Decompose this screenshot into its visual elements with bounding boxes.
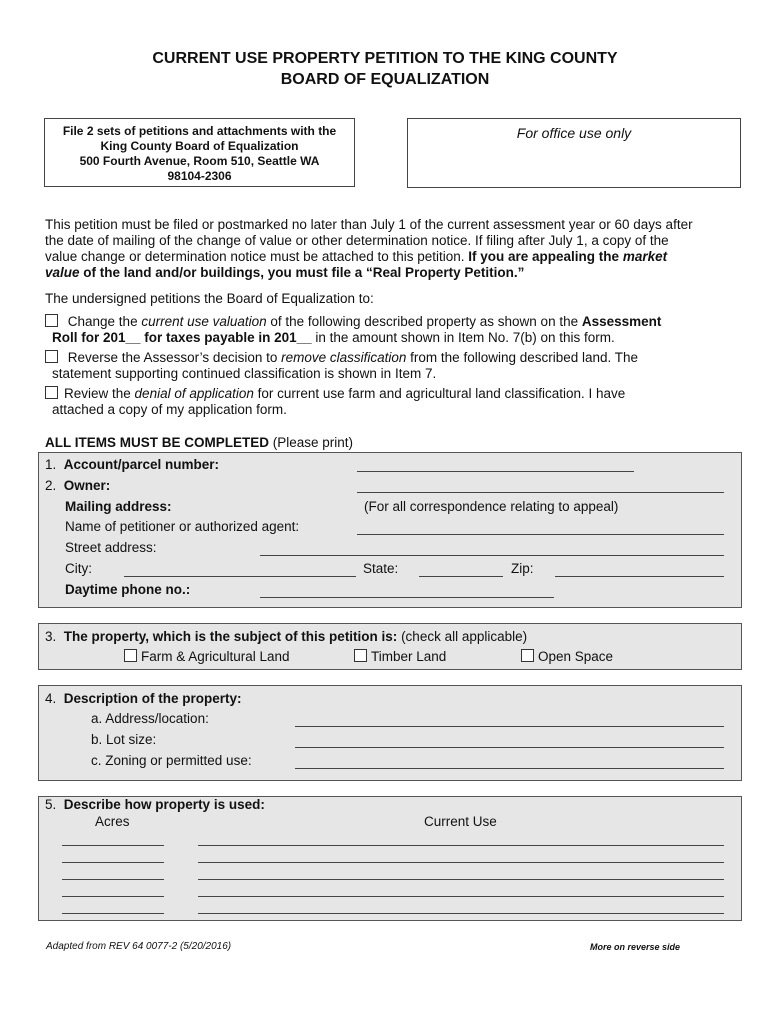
office-use-box xyxy=(407,118,741,188)
farm-option[interactable] xyxy=(124,649,290,665)
filing-line-4: 98104-2306 xyxy=(167,169,232,183)
opt1-text-e: Roll for 201__ for taxes payable in 201__ xyxy=(52,330,312,345)
intro-value-text: value xyxy=(45,265,80,280)
item-5-number: 5. xyxy=(45,797,57,812)
acres-input-4[interactable] xyxy=(62,896,164,897)
phone-input[interactable] xyxy=(260,597,554,598)
opt2-text-b: remove classification xyxy=(281,350,407,365)
intro-bold-text: If you are appealing the xyxy=(468,249,623,264)
opt3-text-c: for current use farm and agricultural land classification. I have xyxy=(253,386,626,401)
address-location-label: a. Address/location: xyxy=(91,711,209,726)
timber-checkbox[interactable] xyxy=(354,649,367,662)
footer-reverse-note: More on reverse side xyxy=(590,942,681,952)
open-space-label: Open Space xyxy=(538,649,614,664)
current-use-column-label: Current Use xyxy=(424,814,497,829)
option-reverse-decision xyxy=(45,350,745,382)
zip-label: Zip: xyxy=(511,561,534,576)
open-space-option[interactable] xyxy=(521,649,613,665)
opt3-text-d: attached a copy of my application form. xyxy=(52,402,287,417)
acres-input-3[interactable] xyxy=(62,879,164,880)
mailing-address-label: Mailing address: xyxy=(65,499,172,514)
farm-label: Farm & Agricultural Land xyxy=(141,649,290,664)
opt1-text-b: current use valuation xyxy=(141,314,267,329)
opt2-text-c: from the following described land. The xyxy=(406,350,639,365)
item-5-row xyxy=(45,797,265,813)
reverse-decision-checkbox[interactable] xyxy=(45,350,58,363)
change-valuation-checkbox[interactable] xyxy=(45,314,58,327)
opt3-text-b: denial of application xyxy=(134,386,254,401)
item-4-row xyxy=(45,691,242,707)
city-label: City: xyxy=(65,561,92,576)
filing-instructions-box xyxy=(44,118,355,187)
opt1-text-f: in the amount shown in Item No. 7(b) on this form. xyxy=(311,330,615,345)
owner-label: Owner: xyxy=(63,478,111,493)
please-print: (Please print) xyxy=(269,435,354,450)
item-1-number: 1. xyxy=(45,457,57,472)
item-2-number: 2. xyxy=(45,478,57,493)
intro-text: value change or determination notice must be attached to this petition. xyxy=(45,249,469,264)
filing-line-2: King County Board of Equalization xyxy=(100,139,299,153)
current-use-input-4[interactable] xyxy=(198,896,724,897)
zip-input[interactable] xyxy=(555,576,724,577)
option-change-valuation xyxy=(45,314,745,346)
correspondence-note: (For all correspondence relating to appeal) xyxy=(364,499,619,514)
acres-input-2[interactable] xyxy=(62,862,164,863)
review-denial-checkbox[interactable] xyxy=(45,386,58,399)
office-use-label: For office use only xyxy=(516,125,632,141)
usage-heading: Describe how property is used: xyxy=(63,797,265,812)
acres-input-1[interactable] xyxy=(62,845,164,846)
filing-line-1: File 2 sets of petitions and attachments with the xyxy=(62,124,337,138)
current-use-input-5[interactable] xyxy=(198,913,724,914)
opt1-text-c: of the following described property as shown on the xyxy=(266,314,582,329)
opt1-text-d: Assessment xyxy=(581,314,662,329)
check-all-note: (check all applicable) xyxy=(397,629,528,644)
zoning-label: c. Zoning or permitted use: xyxy=(91,753,252,768)
address-location-input[interactable] xyxy=(295,726,724,727)
street-input[interactable] xyxy=(260,555,724,556)
state-input[interactable] xyxy=(419,576,503,577)
item-1-row xyxy=(45,457,219,473)
filing-line-3: 500 Fourth Avenue, Room 510, Seattle WA xyxy=(79,154,320,168)
opt3-text-a: Review the xyxy=(64,386,135,401)
city-input[interactable] xyxy=(124,576,356,577)
option-review-denial xyxy=(45,386,745,418)
timber-option[interactable] xyxy=(354,649,446,665)
acres-input-5[interactable] xyxy=(62,913,164,914)
intro-line-3 xyxy=(45,249,745,265)
page-subtitle: BOARD OF EQUALIZATION xyxy=(280,71,490,88)
open-space-checkbox[interactable] xyxy=(521,649,534,662)
farm-checkbox[interactable] xyxy=(124,649,137,662)
description-heading: Description of the property: xyxy=(63,691,242,706)
account-input[interactable] xyxy=(357,471,634,472)
zoning-input[interactable] xyxy=(295,768,724,769)
all-items-bold: ALL ITEMS MUST BE COMPLETED xyxy=(45,435,270,450)
owner-input[interactable] xyxy=(357,492,724,493)
all-items-heading xyxy=(45,435,353,450)
intro-bold-text-2: of the land and/or buildings, you must file a “Real Property Petition.” xyxy=(79,265,525,280)
street-label: Street address: xyxy=(65,540,157,555)
current-use-input-3[interactable] xyxy=(198,879,724,880)
item-3-number: 3. xyxy=(45,629,57,644)
intro-line-1: This petition must be filed or postmarked no later than July 1 of the current assessment year or 60 days after xyxy=(45,217,693,232)
intro-paragraph xyxy=(45,217,745,281)
lot-size-label: b. Lot size: xyxy=(91,732,157,747)
intro-market-text: market xyxy=(622,249,668,264)
page-title: CURRENT USE PROPERTY PETITION TO THE KING COUNTY xyxy=(152,50,618,67)
current-use-input-1[interactable] xyxy=(198,845,724,846)
opt1-text-a: Change the xyxy=(67,314,142,329)
opt2-text-a: Reverse the Assessor’s decision to xyxy=(67,350,282,365)
item-4-number: 4. xyxy=(45,691,57,706)
phone-label: Daytime phone no.: xyxy=(65,582,191,597)
item-3-row xyxy=(45,629,527,645)
intro-line-4 xyxy=(45,265,745,281)
timber-label: Timber Land xyxy=(371,649,447,664)
section-usage-box xyxy=(38,796,742,921)
acres-column-label: Acres xyxy=(95,814,130,829)
item-2-row xyxy=(45,478,110,494)
agent-name-input[interactable] xyxy=(357,534,724,535)
footer-form-reference: Adapted from REV 64 0077-2 (5/20/2016) xyxy=(46,941,232,952)
state-label: State: xyxy=(363,561,399,576)
current-use-input-2[interactable] xyxy=(198,862,724,863)
undersigned-text: The undersigned petitions the Board of Equalization to: xyxy=(45,291,374,306)
intro-line-2: the date of mailing of the change of value or other determination notice. If filing after July 1, a copy of the xyxy=(45,233,669,248)
opt2-text-d: statement supporting continued classification is shown in Item 7. xyxy=(52,366,437,381)
property-type-heading: The property, which is the subject of this petition is: xyxy=(63,629,398,644)
lot-size-input[interactable] xyxy=(295,747,724,748)
agent-name-label: Name of petitioner or authorized agent: xyxy=(65,519,300,534)
account-label: Account/parcel number: xyxy=(63,457,220,472)
